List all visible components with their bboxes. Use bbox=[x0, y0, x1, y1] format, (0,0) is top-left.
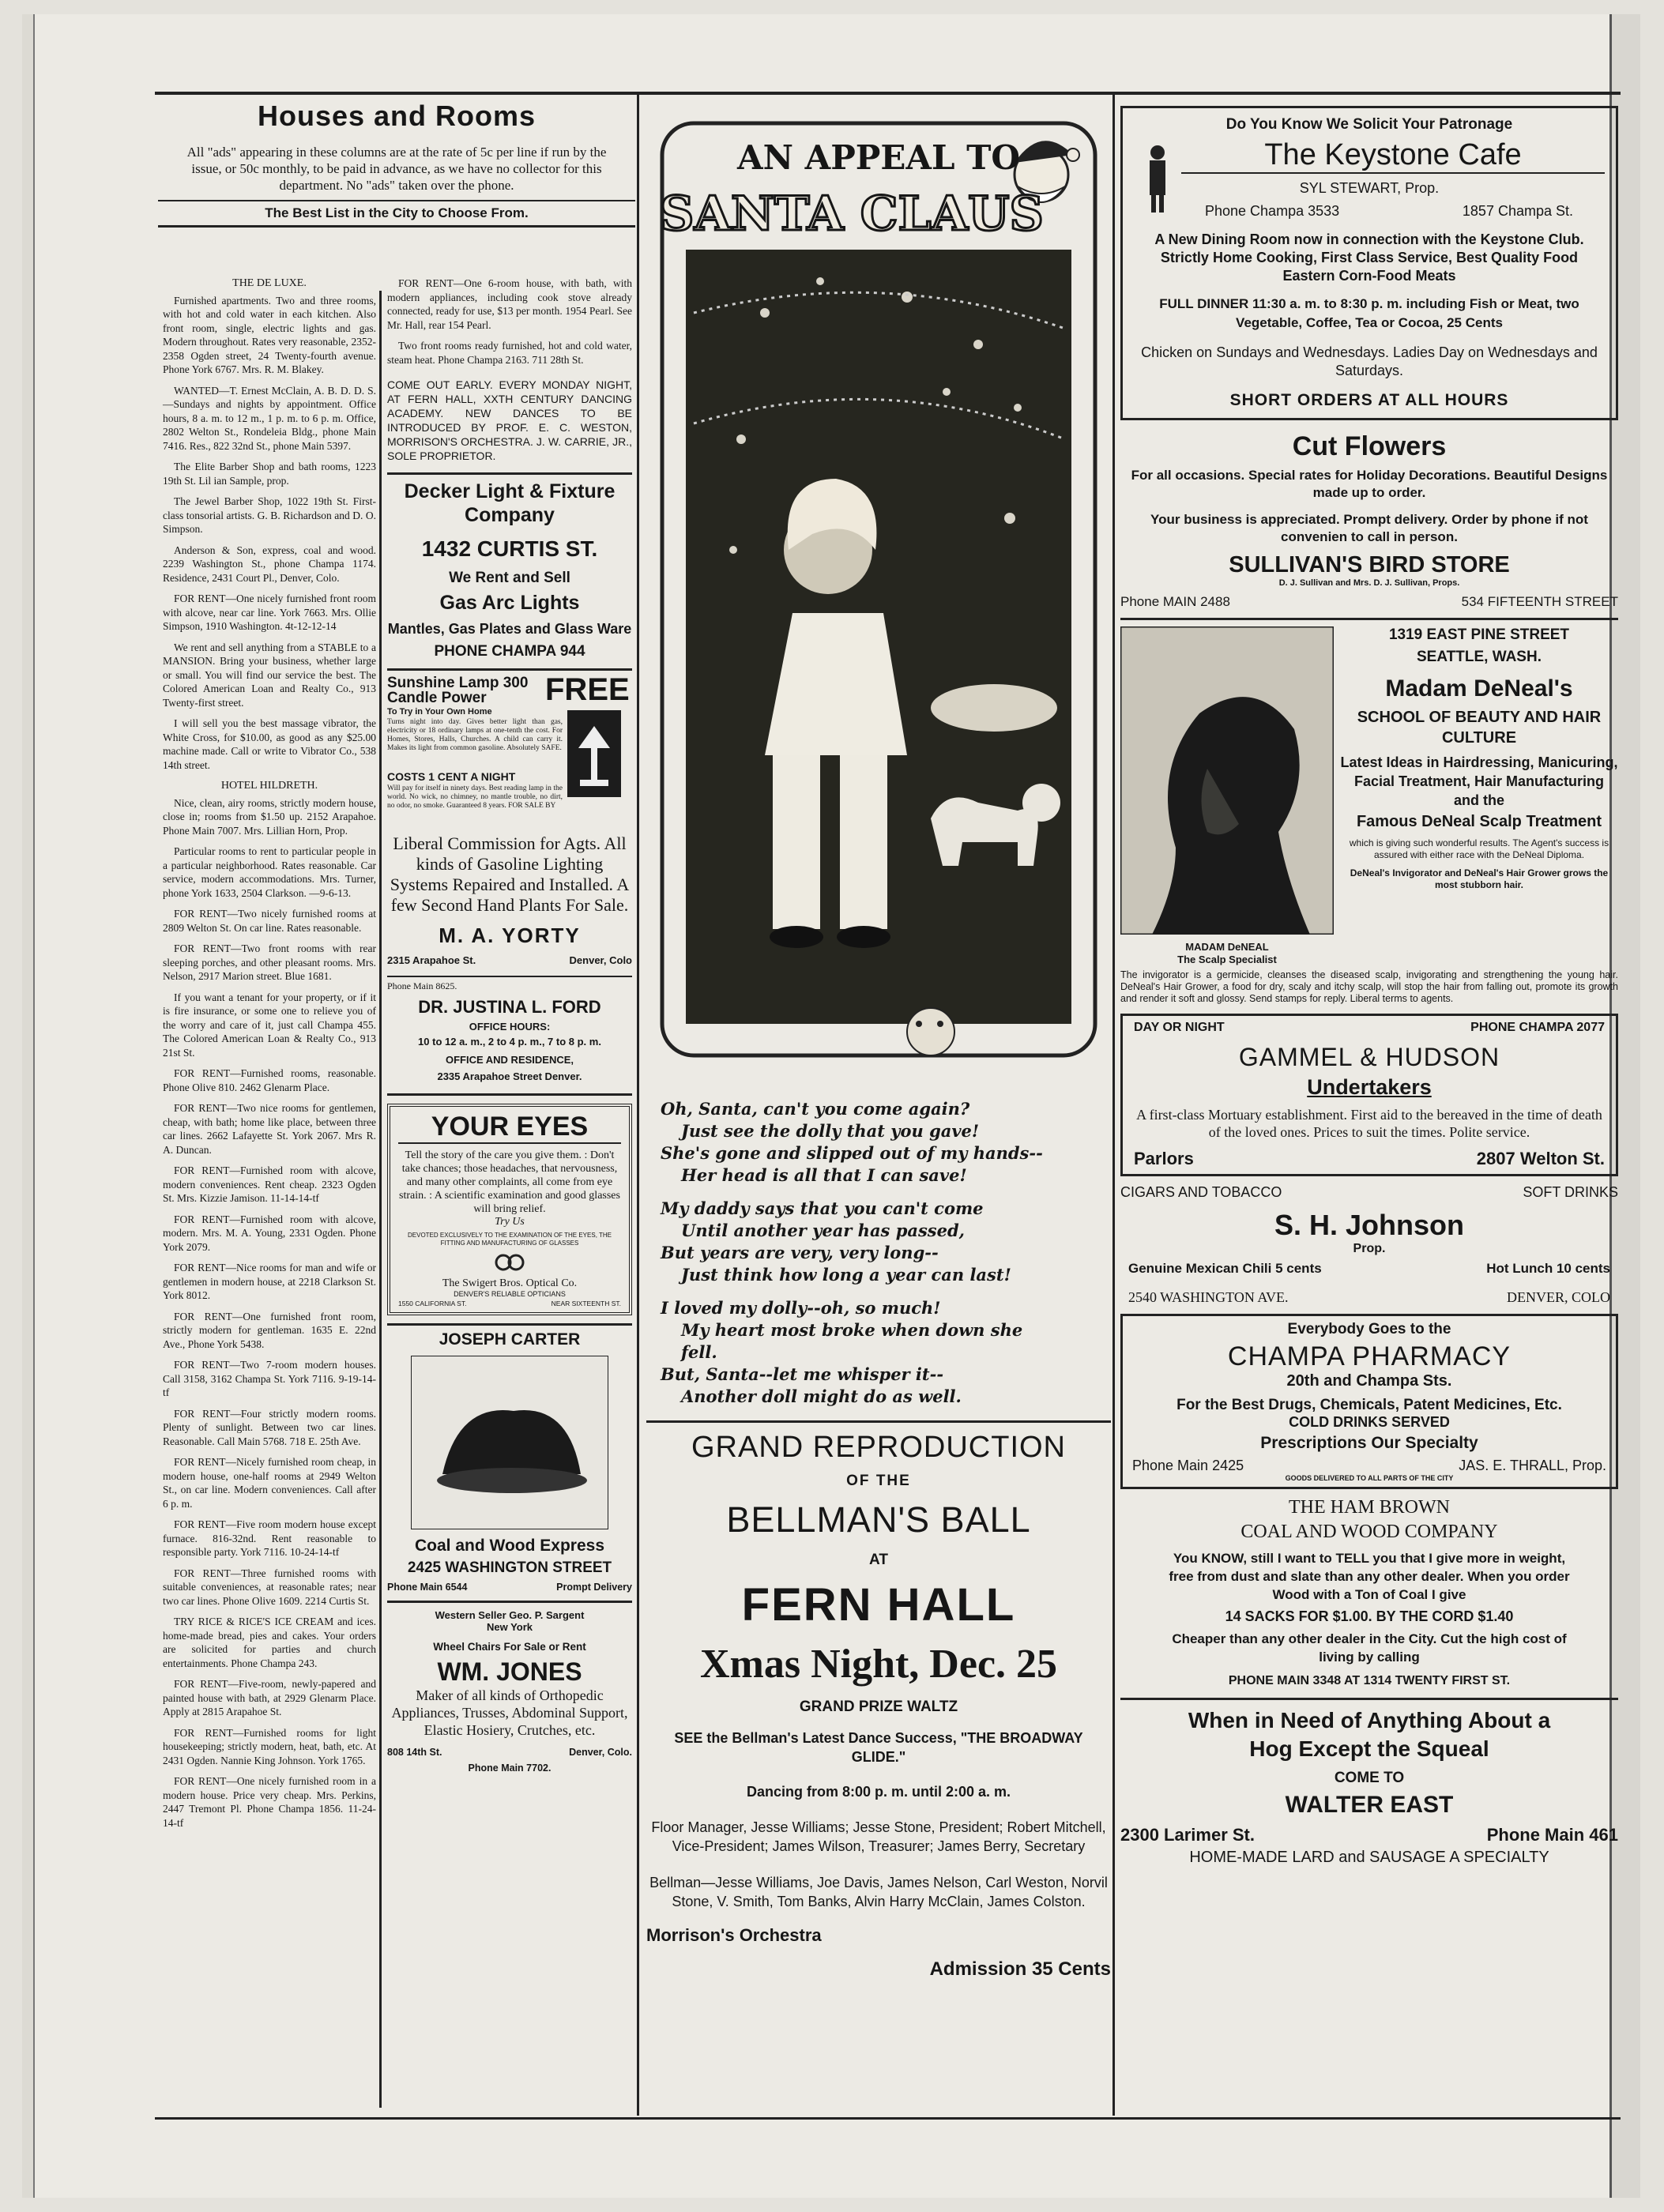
flowers-props: D. J. Sullivan and Mrs. D. J. Sullivan, Props. bbox=[1278, 578, 1460, 588]
poem-line: fell. bbox=[681, 1342, 717, 1362]
pharmacy-phone: Phone Main 2425 bbox=[1132, 1458, 1244, 1473]
ford-address: 2335 Arapahoe Street Denver. bbox=[437, 1070, 582, 1082]
poem-line: Oh, Santa, can't you come again? bbox=[661, 1099, 970, 1119]
deneal-ideas: Latest Ideas in Hairdressing, Manicuring, Facial Treatment, Hair Manufacturing and the bbox=[1340, 754, 1618, 808]
poem-line: Another doll might do as well. bbox=[681, 1386, 962, 1406]
classified-listing bbox=[163, 1774, 376, 1830]
classified-listing bbox=[163, 1677, 376, 1719]
listing-body: FOR RENT—Five-room, newly-papered and painted house with bath, at 2929 Glenarm Place. Apply at 2815 Arapahoe St. bbox=[163, 1678, 376, 1717]
listing-heading: THE DE LUXE. bbox=[232, 277, 307, 289]
jones-address: 808 14th St. bbox=[387, 1747, 442, 1758]
poem-line: Until another year has passed, bbox=[681, 1221, 965, 1240]
bellman-l9: Dancing from 8:00 p. m. until 2:00 a. m. bbox=[746, 1784, 1011, 1800]
deneal-caption1: MADAM DeNEAL bbox=[1185, 941, 1269, 953]
classified-listing bbox=[163, 641, 376, 710]
listing-body: FOR RENT—Five room modern house except furnace. 816-32nd. Rent reasonable to responsible party. York 7116. 10-24-14-tf bbox=[163, 1518, 376, 1558]
classified-listing bbox=[163, 592, 376, 634]
listing-body: The Elite Barber Shop and bath rooms, 1223 19th St. Lil ian Sample, prop. bbox=[163, 461, 376, 487]
classified-listing bbox=[163, 460, 376, 487]
houses-header bbox=[158, 100, 635, 228]
keystone-name: The Keystone Cafe bbox=[1181, 138, 1605, 174]
classified-listing bbox=[163, 1261, 376, 1303]
carter-delivery: Prompt Delivery bbox=[556, 1582, 632, 1593]
classified-listing bbox=[163, 1726, 376, 1768]
keystone-prop: SYL STEWART, Prop. bbox=[1299, 180, 1440, 196]
santa-poem bbox=[646, 1098, 1111, 1408]
classified-listing bbox=[163, 845, 376, 900]
eyes-try: Try Us bbox=[495, 1216, 525, 1228]
column-rule-1 bbox=[379, 291, 382, 2108]
yorty-phone: Phone Main 8625. bbox=[387, 980, 457, 991]
hambrown-l2: COAL AND WOOD COMPANY bbox=[1240, 1522, 1498, 1542]
listing-body: If you want a tenant for your property, or if it is fire insurance, or some one to relieve you of the worry and care of it, just call Champa 455. The Colored American Loan & Realty Co., 913 21st St. bbox=[163, 991, 376, 1059]
houses-intro: All "ads" appearing in these columns are at the rate of 5c per line if run by the issue, or 50c monthly, to be paid in advance, as we have no collector for this department. No "ads" taken over the phone. bbox=[186, 145, 607, 193]
classified-listing bbox=[163, 276, 376, 377]
houses-title: Houses and Rooms bbox=[257, 100, 536, 132]
sunshine-costs: COSTS 1 CENT A NIGHT bbox=[387, 770, 516, 783]
keystone-chicken: Chicken on Sundays and Wednesdays. Ladies Day on Wednesdays and Saturdays. bbox=[1141, 344, 1598, 378]
classified-listing bbox=[163, 1066, 376, 1094]
classified-listing bbox=[163, 779, 376, 837]
walter-phone: Phone Main 461 bbox=[1486, 1825, 1618, 1845]
listing-body: FOR RENT—Two front rooms with rear sleeping porches, and other pleasant rooms. Mrs. Nelson, 2917 Marion street. Blue 1681. bbox=[163, 942, 376, 982]
dance-notice: COME OUT EARLY. EVERY MONDAY NIGHT, AT FERN HALL, XXTH CENTURY DANCING ACADEMY. NEW DANCES TO BE INTRODUCED BY PROF. E. C. WESTON, MORRISON'S ORCHESTRA. J. W. CARRIE, JR., SOLE PROPRIETOR. bbox=[387, 378, 632, 462]
hambrown-body: You KNOW, still I want to TELL you that I give more in weight, free from dust and slate than any other dealer. When you order Wood with a Ton of Coal I give bbox=[1169, 1551, 1570, 1602]
classified-listing bbox=[163, 384, 376, 453]
deneal-foot: The invigorator is a germicide, cleanses the diseased scalp, invigorating and strengthening the young hair. DeNeal's Hair Grower, a food for dry, scaly and itchy scalp, will stop the hair from falling out, promote its growth and render it soft and glossy. Send stamps for reply. Liberal terms to agents. bbox=[1120, 969, 1618, 1004]
classified-listing bbox=[163, 1358, 376, 1400]
poem-line: My heart most broke when down she bbox=[681, 1320, 1023, 1340]
ham-brown-ad bbox=[1120, 1497, 1618, 1688]
yorty-ad bbox=[387, 833, 632, 966]
classified-listing bbox=[163, 907, 376, 935]
listing-body: Anderson & Son, express, coal and wood. 2239 Washington St., phone Champa 1174. Residence, 2431 Court Pl., Denver, Colo. bbox=[163, 544, 376, 584]
pharmacy-best: For the Best Drugs, Chemicals, Patent Medicines, Etc. bbox=[1176, 1397, 1562, 1413]
carter-line1: Coal and Wood Express bbox=[415, 1537, 604, 1555]
deneal-which: which is giving such wonderful results. The Agent's success is assured with either race with the DeNeal Diploma. bbox=[1349, 837, 1609, 860]
classified-listing bbox=[163, 1518, 376, 1559]
decker-line1: We Rent and Sell bbox=[449, 570, 570, 586]
houses-banner: The Best List in the City to Choose From. bbox=[265, 205, 529, 220]
classified-listing bbox=[163, 1567, 376, 1608]
johnson-ad bbox=[1120, 1184, 1618, 1306]
pharmacy-cold: COLD DRINKS SERVED bbox=[1289, 1414, 1450, 1430]
deneal-famous: Famous DeNeal Scalp Treatment bbox=[1356, 813, 1602, 830]
jones-ad bbox=[387, 1601, 632, 1774]
gammel-phone: PHONE CHAMPA 2077 bbox=[1470, 1021, 1605, 1034]
decker-phone: PHONE CHAMPA 944 bbox=[434, 643, 585, 660]
listing-body: FOR RENT—Furnished room with alcove, modern conveniences. Rent cheap. 2323 Ogden St. Mrs. Kizzie Jamison. 11-14-14-tf bbox=[163, 1164, 376, 1204]
hambrown-phone: PHONE MAIN 3348 AT 1314 TWENTY FIRST ST. bbox=[1228, 1674, 1511, 1687]
classified-listing bbox=[163, 942, 376, 984]
classified-listing bbox=[163, 1164, 376, 1206]
eyes-body: Tell the story of the care you give them. : Don't take chances; those headaches, that nervousness, and many other complaints, all come from eye strain. : A scientific examination and good glasses will bring relief. bbox=[399, 1149, 620, 1215]
listing-body: FOR RENT—Four strictly modern rooms. Plenty of sunlight. Between two car lines. Reasonable. Call Main 5768. 718 E. 25th Ave. bbox=[163, 1407, 376, 1447]
johnson-cigars: CIGARS AND TOBACCO bbox=[1120, 1184, 1282, 1200]
listing-body: FOR RENT—One 6-room house, with bath, with modern appliances, including cook stove already connected, ready for use, $13 per month. 1954 Pearl. See Mr. Hall, rear 154 Pearl. bbox=[387, 277, 632, 331]
keystone-top: Do You Know We Solicit Your Patronage bbox=[1225, 116, 1513, 133]
decker-address: 1432 CURTIS ST. bbox=[421, 536, 598, 561]
keystone-short: SHORT ORDERS AT ALL HOURS bbox=[1229, 391, 1509, 409]
yorty-address: 2315 Arapahoe St. bbox=[387, 954, 476, 966]
poem-line: Just see the dolly that you gave! bbox=[681, 1121, 980, 1141]
johnson-prop: Prop. bbox=[1353, 1242, 1386, 1255]
jones-top1: Western Seller Geo. P. Sargent bbox=[435, 1609, 585, 1621]
johnson-chili: Genuine Mexican Chili 5 cents bbox=[1128, 1261, 1322, 1276]
listing-heading: HOTEL HILDRETH. bbox=[220, 780, 318, 792]
poem-line: But, Santa--let me whisper it-- bbox=[661, 1364, 944, 1384]
hambrown-cheaper: Cheaper than any other dealer in the City. Cut the high cost of living by calling bbox=[1172, 1631, 1567, 1665]
eyes-title: YOUR EYES bbox=[398, 1112, 621, 1144]
santa-title-big: SANTA CLAUS bbox=[660, 186, 1044, 242]
listing-body: FOR RENT—Nicely furnished room cheap, in modern house, one-half rooms at 2949 Welton St., on car line. Modern conveniences. Call after 6 p. m. bbox=[163, 1456, 376, 1510]
column-rule-3 bbox=[1112, 93, 1115, 2116]
column-rule-2 bbox=[637, 93, 639, 2116]
listing-body: The Jewel Barber Shop, 1022 19th St. First-class tonsorial artists. G. B. Richardson and D. O. Simpson. bbox=[163, 495, 376, 535]
bellman-l4: AT bbox=[869, 1552, 888, 1568]
jones-wheel: Wheel Chairs For Sale or Rent bbox=[433, 1641, 586, 1653]
hambrown-l1: THE HAM BROWN bbox=[1289, 1497, 1450, 1518]
keystone-desc: A New Dining Room now in connection with the Keystone Club. Strictly Home Cooking, First Class Service, Best Quality Food Eastern Corn-Food Meats bbox=[1154, 231, 1584, 284]
poem-line: She's gone and slipped out of my hands-- bbox=[661, 1143, 1043, 1163]
flowers-address: 534 FIFTEENTH STREET bbox=[1461, 594, 1618, 609]
listing-body: FOR RENT—Three furnished rooms with suitable conveniences, at reasonable rates; near two car lines. Phone Olive 1609. 2214 Curtis St. bbox=[163, 1567, 376, 1607]
bellman-ball-ad bbox=[646, 1431, 1111, 1981]
walter-l1: When in Need of Anything About a bbox=[1188, 1708, 1551, 1732]
pharmacy-goods: GOODS DELIVERED TO ALL PARTS OF THE CITY bbox=[1285, 1474, 1454, 1482]
classified-list-left bbox=[163, 276, 376, 1837]
decker-line3: Mantles, Gas Plates and Glass Ware bbox=[387, 621, 632, 637]
poem-line: I loved my dolly--oh, so much! bbox=[661, 1298, 941, 1318]
santa-title-top: AN APPEAL TO bbox=[737, 138, 1020, 177]
hambrown-sacks: 14 SACKS FOR $1.00. BY THE CORD $1.40 bbox=[1225, 1608, 1514, 1624]
johnson-name: S. H. Johnson bbox=[1274, 1209, 1464, 1241]
bellman-l6: Xmas Night, Dec. 25 bbox=[699, 1642, 1058, 1687]
bellman-officers: Floor Manager, Jesse Williams; Jesse Stone, President; Robert Mitchell, Vice-President; James Wilson, Treasurer; James Berry, Secretary bbox=[651, 1819, 1106, 1854]
classified-listing bbox=[163, 1310, 376, 1352]
gammel-name: GAMMEL & HUDSON bbox=[1238, 1043, 1500, 1071]
keystone-address: 1857 Champa St. bbox=[1462, 203, 1573, 219]
listing-body: FOR RENT—One furnished front room, strictly modern for gentleman. 1635 E. 22nd Ave., Phone York 5438. bbox=[163, 1310, 376, 1350]
classified-listing bbox=[163, 495, 376, 536]
pharmacy-top: Everybody Goes to the bbox=[1287, 1321, 1451, 1337]
johnson-city: DENVER, COLO bbox=[1507, 1289, 1610, 1305]
newspaper-page bbox=[22, 14, 1640, 2198]
decker-line2: Gas Arc Lights bbox=[439, 592, 580, 614]
listing-body: We rent and sell anything from a STABLE to a MANSION. Bring your business, whether large or small. You will find our service the best. The Colored American Loan and Realty Co., 913 Twenty-first street. bbox=[163, 641, 376, 709]
poem-line bbox=[661, 1286, 1111, 1297]
listing-body: FOR RENT—Furnished rooms, reasonable. Phone Olive 810. 2462 Glenarm Place. bbox=[163, 1067, 376, 1093]
walter-spec: HOME-MADE LARD and SAUSAGE A SPECIALTY bbox=[1189, 1849, 1549, 1866]
classified-listing bbox=[163, 1615, 376, 1670]
listing-body: FOR RENT—Two 7-room modern houses. Call 3158, 3162 Champa St. York 7116. 9-19-14-tf bbox=[163, 1359, 376, 1398]
poem-line: But years are very, very long-- bbox=[661, 1243, 939, 1262]
listing-body: WANTED—T. Ernest McClain, A. B. D. D. S.—Sundays and nights by appointment. Office hours, 8 a. m. to 12 m., 1 p. m. to 6 p. m. Office, 2802 Welton St., Rondeleia Bldg., phone Main 7416. Res., 822 32nd St., phone Main 5397. bbox=[163, 384, 376, 452]
keystone-cafe-ad bbox=[1120, 106, 1618, 420]
ford-residence: OFFICE AND RESIDENCE, bbox=[445, 1054, 574, 1066]
walter-name: WALTER EAST bbox=[1285, 1792, 1454, 1818]
deneal-name: Madam DeNeal's bbox=[1385, 675, 1573, 702]
walter-east-ad bbox=[1120, 1708, 1618, 1867]
flowers-l2: Your business is appreciated. Prompt delivery. Order by phone if not convenien to call in person. bbox=[1150, 512, 1588, 544]
classified-listing bbox=[163, 717, 376, 772]
johnson-drinks: SOFT DRINKS bbox=[1523, 1184, 1618, 1200]
bottom-rule bbox=[155, 2117, 1621, 2120]
walter-l2: Hog Except the Squeal bbox=[1249, 1736, 1489, 1761]
listing-body: Nice, clean, airy rooms, strictly modern house, close in; rooms from $1.50 up. 2152 Arapahoe. Phone Main 7007. Mrs. Lillian Horn, Prop. bbox=[163, 796, 376, 837]
eyes-company: The Swigert Bros. Optical Co. bbox=[442, 1277, 578, 1289]
champa-pharmacy-ad bbox=[1120, 1314, 1618, 1489]
deneal-addr2: SEATTLE, WASH. bbox=[1417, 649, 1542, 665]
classified-listing bbox=[163, 1213, 376, 1255]
gammel-hudson-ad bbox=[1120, 1014, 1618, 1176]
gammel-parlors: Parlors bbox=[1134, 1149, 1194, 1168]
listing-body: Two front rooms ready furnished, hot and cold water, steam heat. Phone Champa 2163. 711 28th St. bbox=[387, 340, 632, 366]
classified-listing bbox=[387, 339, 632, 367]
deneal-caption2: The Scalp Specialist bbox=[1177, 954, 1277, 965]
jones-name: WM. JONES bbox=[437, 1657, 582, 1686]
keystone-phone: Phone Champa 3533 bbox=[1205, 203, 1340, 219]
jones-phone: Phone Main 7702. bbox=[468, 1762, 552, 1774]
deneal-school: SCHOOL OF BEAUTY AND HAIR CULTURE bbox=[1357, 709, 1602, 747]
classified-listing bbox=[163, 991, 376, 1060]
bellman-l5: FERN HALL bbox=[741, 1579, 1016, 1631]
bellman-admission: Admission 35 Cents bbox=[929, 1958, 1111, 1980]
listing-body: FOR RENT—Nice rooms for man and wife or gentlemen in modern house, at 2218 Clarkson St. York 8012. bbox=[163, 1262, 376, 1301]
eyes-devoted: DEVOTED EXCLUSIVELY TO THE EXAMINATION OF THE EYES, THE FITTING AND MANUFACTURING OF GLASSES bbox=[408, 1232, 612, 1247]
flowers-store: SULLIVAN'S BIRD STORE bbox=[1229, 552, 1510, 577]
pharmacy-rx: Prescriptions Our Specialty bbox=[1260, 1434, 1478, 1452]
sunshine-title: Sunshine Lamp 300 Candle Power bbox=[387, 675, 529, 706]
keystone-dinner: FULL DINNER 11:30 a. m. to 8:30 p. m. including Fish or Meat, two Vegetable, Coffee, Tea or Cocoa, 25 Cents bbox=[1159, 296, 1579, 330]
decker-name: Decker Light & Fixture Company bbox=[404, 480, 616, 526]
walter-address: 2300 Larimer St. bbox=[1120, 1825, 1255, 1845]
bellman-l1: GRAND REPRODUCTION bbox=[691, 1431, 1067, 1464]
bellman-l3: BELLMAN'S BALL bbox=[726, 1499, 1031, 1540]
pharmacy-prop: JAS. E. THRALL, Prop. bbox=[1459, 1458, 1606, 1473]
poem-line bbox=[661, 1187, 1111, 1198]
sunshine-free: FREE bbox=[545, 672, 630, 707]
poem-line: Just think how long a year can last! bbox=[681, 1265, 1011, 1285]
eyes-near: NEAR SIXTEENTH ST. bbox=[551, 1300, 621, 1307]
sunshine-body: Turns night into day. Gives better light than gas, electricity or 18 ordinary lamps at one-tenth the cost. For Homes, Stores, Halls, Churches. A child can carry it. Makes its light from common gasoline. Absolutely SAFE. bbox=[387, 718, 563, 752]
flowers-title: Cut Flowers bbox=[1292, 431, 1447, 461]
carter-address: 2425 WASHINGTON STREET bbox=[407, 1559, 612, 1576]
deneal-addr1: 1319 EAST PINE STREET bbox=[1388, 626, 1570, 643]
listing-body: Particular rooms to rent to particular people in a particular neighborhood. Rates reasonable. Car service, modern accommodations. Mrs. Turner, phone York 1633, 2504 Clarkson. —9-6-13. bbox=[163, 845, 376, 899]
classified-listing bbox=[163, 544, 376, 585]
gammel-body: A first-class Mortuary establishment. First aid to the bereaved in the time of death of the loved ones. Prices to suit the times. Polite service. bbox=[1136, 1107, 1602, 1140]
listing-body: FOR RENT—One nicely furnished front room with alcove, near car line. York 7663. Mrs. Ollie Simpson, 1910 Washington. 4t-12-12-14 bbox=[163, 592, 376, 632]
classified-listing bbox=[387, 276, 632, 332]
gammel-day: DAY OR NIGHT bbox=[1134, 1021, 1225, 1034]
poem-line: My daddy says that you can't come bbox=[661, 1198, 984, 1218]
carter-name: JOSEPH CARTER bbox=[439, 1330, 581, 1349]
yorty-city: Denver, Colo bbox=[569, 954, 632, 966]
eyes-address: 1550 CALIFORNIA ST. bbox=[398, 1300, 467, 1307]
cut-flowers-ad bbox=[1120, 431, 1618, 610]
waiter-icon bbox=[1142, 143, 1173, 214]
lamp-icon bbox=[567, 710, 621, 797]
sunshine-try: To Try in Your Own Home bbox=[387, 707, 492, 717]
coal-pile-image bbox=[411, 1356, 608, 1529]
pharmacy-name: CHAMPA PHARMACY bbox=[1227, 1341, 1512, 1371]
listing-body: FOR RENT—One nicely furnished room in a modern house. Price very cheap. Mrs. Perkins, 2447 Tremont Pl. Phone Champa 1856. 11-24-14-tf bbox=[163, 1775, 376, 1829]
listing-body: I will sell you the best massage vibrator, the White Cross, for $10.00, as good as any $25.00 machine made. Call or write to Vibrator Co., 538 14th street. bbox=[163, 717, 376, 771]
classified-listing bbox=[163, 1407, 376, 1449]
ford-hours: 10 to 12 a. m., 2 to 4 p. m., 7 to 8 p. m. bbox=[418, 1036, 601, 1048]
gammel-sub: Undertakers bbox=[1307, 1075, 1432, 1099]
walter-come: COME TO bbox=[1334, 1770, 1405, 1786]
bellman-orchestra: Morrison's Orchestra bbox=[646, 1925, 822, 1945]
jones-body: Maker of all kinds of Orthopedic Appliances, Trusses, Abdominal Support, Elastic Hosiery, Crutches, etc. bbox=[391, 1687, 628, 1738]
carter-ad bbox=[387, 1323, 632, 1593]
bellman-l2: OF THE bbox=[846, 1473, 911, 1489]
carter-phone: Phone Main 6544 bbox=[387, 1582, 468, 1593]
deneal-ad bbox=[1120, 626, 1618, 1006]
yorty-text: Liberal Commission for Agts. All kinds of Gasoline Lighting Systems Repaired and Installed. A few Second Hand Plants For Sale. bbox=[390, 833, 630, 915]
ford-name: DR. JUSTINA L. FORD bbox=[418, 997, 601, 1017]
ford-hours-title: OFFICE HOURS: bbox=[469, 1021, 551, 1033]
ads-column bbox=[1120, 106, 1618, 1867]
listing-body: FOR RENT—Furnished room with alcove, modern. Mrs. M. A. Young, 2331 Ogden. Phone York 2079. bbox=[163, 1213, 376, 1253]
flowers-l1: For all occasions. Special rates for Holiday Decorations. Beautiful Designs made up to order. bbox=[1131, 468, 1608, 500]
jones-city: Denver, Colo. bbox=[569, 1747, 632, 1758]
listing-body: FOR RENT—Furnished rooms for light housekeeping; strictly modern, heat, bath, etc. At 2431 Ogden. Nannie King Johnson. York 1765. bbox=[163, 1726, 376, 1766]
sunshine-guarantee: Will pay for itself in ninety days. Best reading lamp in the world. No wick, no chimney, no mantle trouble, no dirt, no odor, no smoke. Guaranteed 8 years. FOR SALE BY bbox=[387, 784, 563, 810]
listing-body: TRY RICE & RICE'S ICE CREAM and ices. home-made bread, pies and cakes. Your orders are solicited for parties and church entertainments. Phone Champa 243. bbox=[163, 1616, 376, 1669]
ford-ad bbox=[387, 997, 632, 1082]
santa-claus-illustration bbox=[646, 107, 1111, 1087]
classified-listing bbox=[163, 1455, 376, 1510]
listing-body: Furnished apartments. Two and three rooms, with hot and cold water in each kitchen. Also front room, single, electric lights and gas. Modern throughout. Rates very reasonable, 2352-2358 Ogden street, 24 Twenty-fourth avenue. Phone York 6767. Mrs. R. M. Blakey. bbox=[163, 294, 376, 375]
sunshine-lamp-ad bbox=[387, 672, 632, 833]
johnson-address: 2540 WASHINGTON AVE. bbox=[1128, 1289, 1289, 1305]
left-page-edge bbox=[22, 14, 35, 2198]
classified-list-right bbox=[387, 276, 632, 1774]
eyes-sub: DENVER'S RELIABLE OPTICIANS bbox=[454, 1290, 566, 1298]
decker-ad bbox=[387, 480, 632, 660]
flowers-phone: Phone MAIN 2488 bbox=[1120, 594, 1230, 609]
top-rule bbox=[155, 92, 1621, 95]
bellman-bellmen: Bellman—Jesse Williams, Joe Davis, James Nelson, Carl Weston, Norvil Stone, V. Smith, Tom Banks, Alvin Harry McClain, James Colston. bbox=[649, 1875, 1108, 1909]
madam-deneal-portrait bbox=[1120, 626, 1334, 935]
pharmacy-addr: 20th and Champa Sts. bbox=[1286, 1372, 1452, 1390]
classified-listing bbox=[163, 1101, 376, 1157]
deneal-invig: DeNeal's Invigorator and DeNeal's Hair Grower grows the most stubborn hair. bbox=[1350, 867, 1609, 890]
poem-line: Her head is all that I can save! bbox=[681, 1165, 967, 1185]
jones-top2: New York bbox=[486, 1621, 533, 1633]
your-eyes-ad bbox=[387, 1104, 632, 1315]
listing-body: FOR RENT—Two nice rooms for gentlemen, cheap, with bath; home like place, between three car lines. 2662 Lafayette St. York 2067. Mrs R. A. Duncan. bbox=[163, 1102, 376, 1156]
johnson-lunch: Hot Lunch 10 cents bbox=[1486, 1261, 1610, 1276]
bellman-l7: GRAND PRIZE WALTZ bbox=[799, 1698, 958, 1715]
bellman-l8: SEE the Bellman's Latest Dance Success, "THE BROADWAY GLIDE." bbox=[674, 1730, 1083, 1765]
santa-column bbox=[646, 107, 1111, 1981]
eye-glasses-icon bbox=[494, 1251, 525, 1274]
gammel-address: 2807 Welton St. bbox=[1476, 1149, 1605, 1168]
listing-body: FOR RENT—Two nicely furnished rooms at 2809 Welton St. On car line. Rates reasonable. bbox=[163, 908, 376, 934]
yorty-name: M. A. YORTY bbox=[439, 924, 581, 947]
